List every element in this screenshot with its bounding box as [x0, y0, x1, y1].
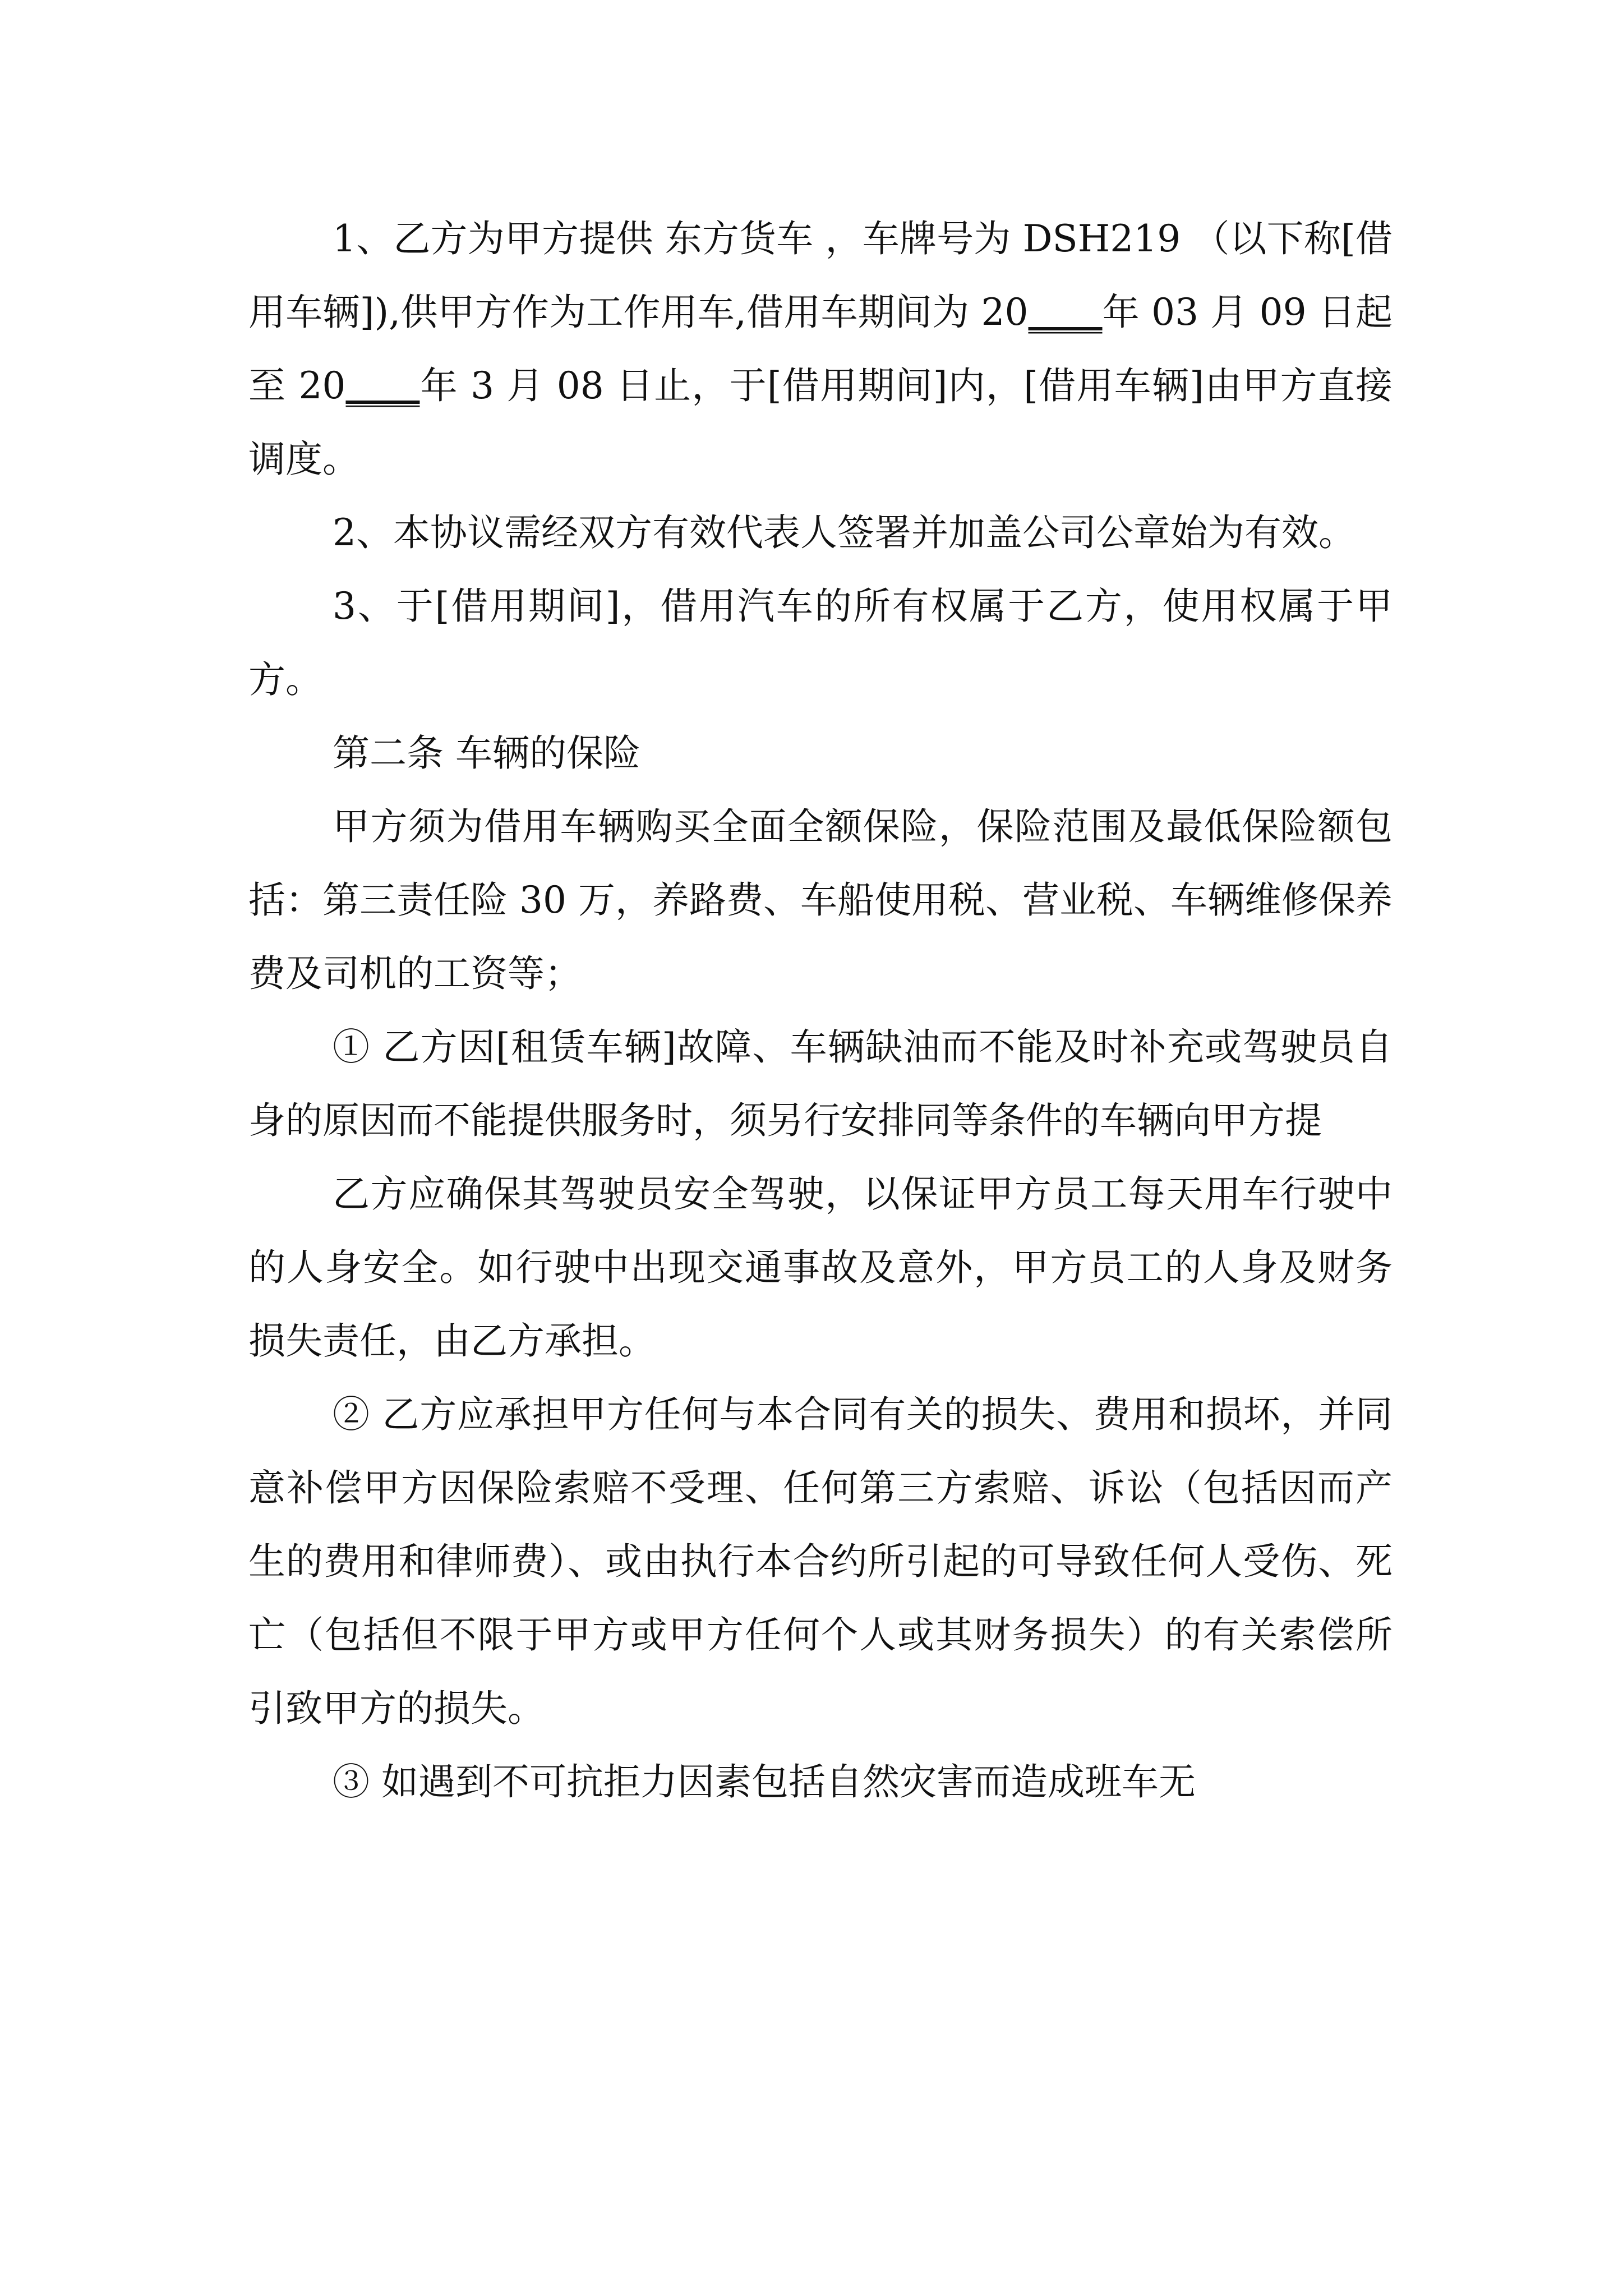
item-1-paragraph: ① 乙方因[租赁车辆]故障、车辆缺油而不能及时补充或驾驶员自身的原因而不能提供服务时，须另行安排同等条件的车辆向甲方提	[248, 1025, 1393, 1142]
section-heading-insurance: 第二条 车辆的保险	[333, 731, 640, 775]
clause-3-paragraph: 3、于[借用期间]，借用汽车的所有权属于乙方，使用权属于甲方。	[248, 585, 1393, 701]
clause-1-text-c: 年 3 月 08 日止，于[借用期间]内，[借用车辆]由甲方直接调度。	[248, 364, 1393, 481]
year-blank-2: ____	[345, 364, 420, 407]
item-3-paragraph: ③ 如遇到不可抗拒力因素包括自然灾害而造成班车无	[333, 1760, 1196, 1803]
clause-1-text-b: 年 03 月 09 日起至 20	[248, 291, 1393, 407]
insurance-paragraph: 甲方须为借用车辆购买全面全额保险，保险范围及最低保险额包括：第三责任险 30 万，养路费、车船使用税、营业税、车辆维修保养费及司机的工资等；	[248, 805, 1393, 995]
clause-1-paragraph	[248, 202, 1393, 496]
clause-2-paragraph: 2、本协议需经双方有效代表人签署并加盖公司公章始为有效。	[333, 511, 1355, 554]
clause-1-text-a: 1、乙方为甲方提供 东方货车 ，车牌号为 DSH219 （以下称[借用车辆]),供甲方作为工作用车,借用车期间为 20	[248, 217, 1393, 334]
document-body	[248, 202, 1393, 1819]
item-2-paragraph: ② 乙方应承担甲方任何与本合同有关的损失、费用和损坏，并同意补偿甲方因保险索赔不受理、任何第三方索赔、诉讼（包括因而产生的费用和律师费）、或由执行本合约所引起的可导致任何人受伤、死亡（包括但不限于甲方或甲方任何个人或其财务损失）的有关索偿所引致甲方的损失。	[248, 1393, 1393, 1730]
safety-paragraph: 乙方应确保其驾驶员安全驾驶，以保证甲方员工每天用车行驶中的人身安全。如行驶中出现交通事故及意外，甲方员工的人身及财务损失责任，由乙方承担。	[248, 1172, 1393, 1363]
year-blank-1: ____	[1028, 291, 1103, 334]
